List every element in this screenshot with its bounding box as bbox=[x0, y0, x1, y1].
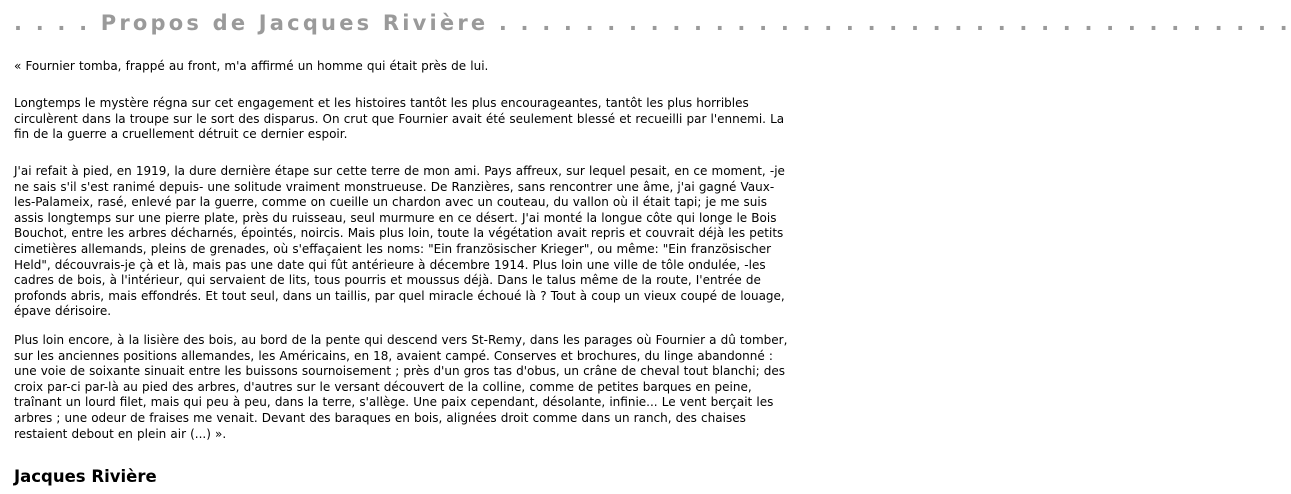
author-signature: Jacques Rivière bbox=[14, 467, 157, 486]
paragraph-2: Longtemps le mystère régna sur cet engagement et les histoires tantôt les plus encourageantes, tantôt les plus horribles circulèrent dans la troupe sur le sort des disparus. On crut que Fournier avait été seulement blessé et recueilli par l'ennemi. La fin de la guerre a cruellement détruit ce dernier espoir. bbox=[14, 96, 785, 142]
paragraph-3: J'ai refait à pied, en 1919, la dure dernière étape sur cette terre de mon ami. Pays affreux, sur lequel pesait, en ce moment, -je ne sais s'il s'est ranimé depuis- une solitude vraiment monstrueuse. De Ranzières, sans rencontrer une âme, j'ai gagné Vaux-les-Palameix, rasé, enlevé par la guerre, comme on cueille un chardon avec un couteau, du vallon où il était tapi; je me suis assis longtemps sur une pierre plate, près du ruisseau, seul murmure en ce désert. J'ai monté la longue côte qui longe le Bois Bouchot, entre les arbres décharnés, épointés, noircis. Mais plus loin, toute la végétation avait repris et couvrait déjà les petits cimetières allemands, pleins de grenades, où s'effaçaient les noms: "Ein französischer Krieger", ou même: "Ein französischer Held", découvrais-je çà et là, mais pas une date qui fût antérieure à décembre 1914. Plus loin une ville de tôle ondulée, -les cadres de bois, à l'intérieur, qui servaient de lits, tous pourris et moussus déjà. Dans le talus même de la route, I'entrée de profonds abris, mais effondrés. Et tout seul, dans un taillis, par quel miracle échoué là ? Tout à coup un vieux coupé de louage, épave dérisoire. bbox=[14, 164, 785, 319]
paragraph-4: Plus loin encore, à la lisière des bois, au bord de la pente qui descend vers St-Remy, dans les parages où Fournier a dû tomber, sur les anciennes positions allemandes, les Américains, en 18, avaient campé. Conserves et brochures, du linge abandonné : une voie de soixante sinuait entre les buissons sournoisement ; près d'un gros tas d'obus, un crâne de cheval tout blanchi; des croix par-ci par-là au pied des arbres, d'autres sur le versant découvert de la colline, comme de petites barques en peine, traînant un lourd filet, mais qui peu à peu, dans la terre, s'allège. Une paix cependant, désolante, infinie... Le vent berçait les arbres ; une odeur de fraises me venait. Devant des baraques en bois, alignées droit comme dans un ranch, des chaises restaient debout en plein air (...) ». bbox=[14, 333, 788, 441]
page-title: . . . . Propos de Jacques Rivière . . . . . . . . . . . . . . . . . . . . . . . . . . . . . . . . . . . . . bbox=[14, 11, 1291, 35]
paragraph-1: « Fournier tomba, frappé au front, m'a affirmé un homme qui était près de lui. bbox=[14, 59, 489, 73]
